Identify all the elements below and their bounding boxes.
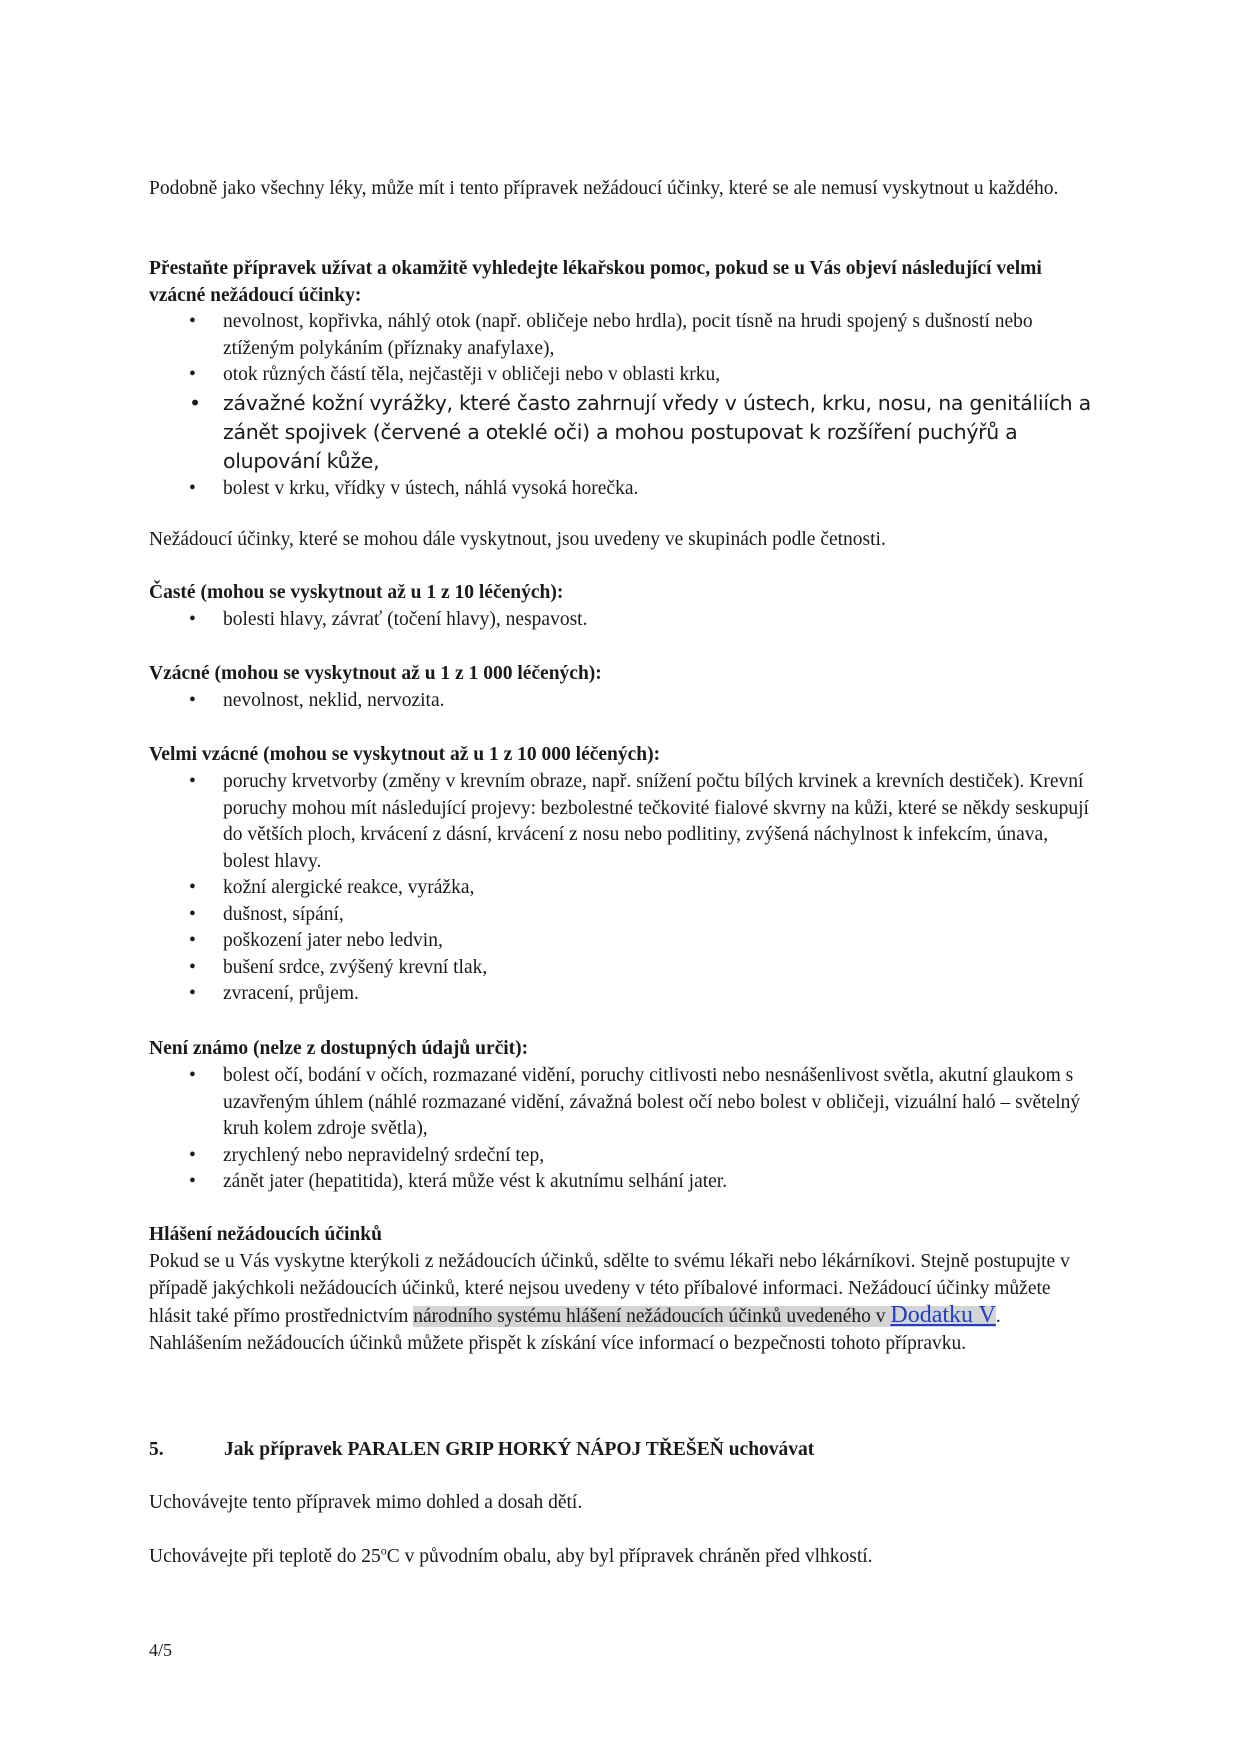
- list-item: • bolesti hlavy, závrať (točení hlavy), nespavost.: [0, 607, 1093, 634]
- list-item: • bušení srdce, zvýšený krevní tlak,: [0, 955, 1093, 982]
- storage-paragraph-1: Uchovávejte tento přípravek mimo dohled a dosah dětí.: [149, 1492, 583, 1513]
- list-item: • závažné kožní vyrážky, které často zahrnují vředy v ústech, krku, nosu, na genitáliích a zánět spojivek (červené a oteklé oči) a mohou postupovat k rozšíření puchýřů a olupování kůže,: [0, 389, 1093, 476]
- list-item: • nevolnost, neklid, nervozita.: [0, 688, 1093, 715]
- rare-heading: Vzácné (mohou se vyskytnout až u 1 z 1 000 léčených):: [149, 663, 602, 684]
- reporting-text-1: Pokud se u Vás vyskytne kterýkoli z nežádoucích účinků, sdělte to svému lékaři nebo lékárníkovi. Stejně postupujte v případě jakýchkoli nežádoucích účinků, které nejsou uvedeny v této příbalové informaci. Nežádoucí účinky můžete hlásit také přímo prostřednictvím: [149, 1251, 1070, 1327]
- unknown-heading: Není známo (nelze z dostupných údajů určit):: [149, 1038, 529, 1059]
- storage-text-post: C v původním obalu, aby byl přípravek chráněn před vlhkostí.: [386, 1546, 873, 1567]
- storage-text-pre: Uchovávejte při teplotě do 25: [149, 1546, 381, 1567]
- list-item: • bolest v krku, vřídky v ústech, náhlá vysoká horečka.: [0, 476, 1093, 503]
- reporting-paragraph: [149, 1249, 1089, 1357]
- list-item: • zrychlený nebo nepravidelný srdeční tep,: [0, 1143, 1093, 1170]
- list-item: • poruchy krvetvorby (změny v krevním obraze, např. snížení počtu bílých krvinek a krevních destiček). Krevní poruchy mohou mít následující projevy: bezbolestné tečkovité fialové skvrny na kůži, které se někdy seskupují do větších ploch, krvácení z dásní, krvácení z nosu nebo podlitiny, zvýšená náchylnost k infekcím, únava, bolest hlavy.: [0, 769, 1093, 875]
- very-rare-heading: Velmi vzácné (mohou se vyskytnout až u 1 z 10 000 léčených):: [149, 744, 661, 765]
- section-number: 5.: [149, 1439, 164, 1460]
- stop-heading: Přestaňte přípravek užívat a okamžitě vyhledejte lékařskou pomoc, pokud se u Vás objeví následující velmi vzácné nežádoucí účinky:: [149, 258, 1042, 306]
- degree-superscript: o: [380, 1543, 387, 1558]
- list-item: • otok různých částí těla, nejčastěji v obličeji nebo v oblasti krku,: [0, 362, 1093, 389]
- list-item: • zvracení, průjem.: [0, 981, 1093, 1008]
- very-rare-list: [0, 769, 1240, 1008]
- common-heading: Časté (mohou se vyskytnout až u 1 z 10 léčených):: [149, 582, 564, 603]
- appendix-v-link[interactable]: Dodatku V: [890, 1302, 996, 1328]
- list-item: • kožní alergické reakce, vyrážka,: [0, 875, 1093, 902]
- reporting-highlight: národního systému hlášení nežádoucích účinků uvedeného v: [413, 1306, 891, 1327]
- unknown-list: [0, 1063, 1240, 1196]
- reporting-heading: Hlášení nežádoucích účinků: [149, 1224, 382, 1245]
- frequency-intro: Nežádoucí účinky, které se mohou dále vyskytnout, jsou uvedeny ve skupinách podle četnosti.: [149, 529, 886, 550]
- page-number: 4/5: [149, 1640, 173, 1660]
- section-title: Jak přípravek PARALEN GRIP HORKÝ NÁPOJ TŘEŠEŇ uchovávat: [224, 1439, 815, 1460]
- list-item: • nevolnost, kopřivka, náhlý otok (např. obličeje nebo hrdla), pocit tísně na hrudi spojený s dušností nebo ztíženým polykáním (příznaky anafylaxe),: [0, 309, 1093, 362]
- rare-list: [0, 688, 1240, 715]
- storage-paragraph-2: [149, 1544, 1089, 1571]
- stop-list: [0, 309, 1240, 502]
- list-item: • poškození jater nebo ledvin,: [0, 928, 1093, 955]
- intro-paragraph: Podobně jako všechny léky, může mít i tento přípravek nežádoucí účinky, které se ale nemusí vyskytnout u každého.: [149, 178, 1059, 199]
- reporting-text-2: . Nahlášením nežádoucích účinků můžete přispět k získání více informací o bezpečnosti tohoto přípravku.: [149, 1306, 1001, 1354]
- list-item: • dušnost, sípání,: [0, 902, 1093, 929]
- list-item: • bolest očí, bodání v očích, rozmazané vidění, poruchy citlivosti nebo nesnášenlivost světla, akutní glaukom s uzavřeným úhlem (náhlé rozmazané vidění, závažná bolest očí nebo bolest v obličeji, vizuální haló – světelný kruh kolem zdroje světla),: [0, 1063, 1093, 1143]
- common-list: [0, 607, 1240, 634]
- list-item: • zánět jater (hepatitida), která může vést k akutnímu selhání jater.: [0, 1169, 1093, 1196]
- section-5-heading: [149, 1437, 814, 1464]
